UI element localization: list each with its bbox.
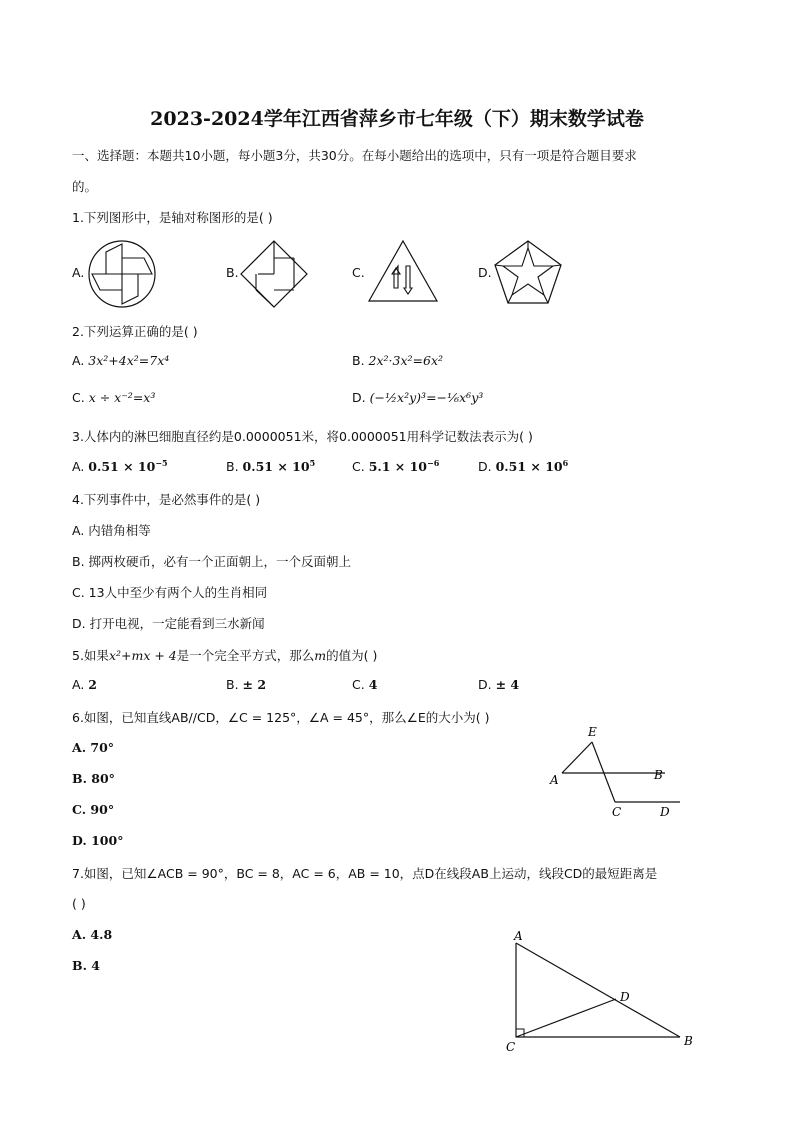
q1-figure-c-triangle xyxy=(366,238,440,306)
section-heading-line1: 一、选择题：本题共10小题，每小题3分，共30分。在每小题给出的选项中，只有一项是符合题目要求 xyxy=(72,148,637,163)
q6-label-e: E xyxy=(588,725,597,739)
q6-label-d: D xyxy=(660,805,670,819)
q6-label-a: A xyxy=(550,773,559,787)
q7-label-c: C xyxy=(506,1040,516,1054)
q5-option-a: A. 2 xyxy=(72,677,97,692)
q2-option-a-expr: 3x²+4x²=7x⁴ xyxy=(88,353,170,368)
q3-option-a: A. $0.51 \times 10^{-5}$ xyxy=(72,458,168,475)
q6-option-b: B. 80° xyxy=(72,771,115,786)
q2-option-d-expr: (−½x²y)³=−⅙x⁶y³ xyxy=(369,390,484,405)
q1-option-a-label: A. xyxy=(72,265,85,280)
q7-label-b: B xyxy=(684,1034,693,1048)
q2-option-b-expr: 2x²·3x²=6x² xyxy=(368,353,444,368)
q7-figure-right-triangle xyxy=(500,925,700,1057)
q2-option-c-expr: x ÷ x⁻²=x³ xyxy=(88,390,156,405)
q1-stem: 1.下列图形中，是轴对称图形的是( ) xyxy=(72,210,273,225)
q6-option-d: D. 100° xyxy=(72,833,124,848)
q7-option-a: A. 4.8 xyxy=(72,927,113,942)
q4-stem: 4.下列事件中，是必然事件的是( ) xyxy=(72,492,261,507)
q6-label-c: C xyxy=(612,805,622,819)
q2-stem: 2.下列运算正确的是( ) xyxy=(72,324,198,339)
q1-figure-a-pinwheel xyxy=(86,238,158,310)
q1-option-c-label: C. xyxy=(352,265,365,280)
q3-option-d: D. $0.51 \times 10^6$ xyxy=(478,458,569,475)
page-title: 2023-2024学年江西省萍乡市七年级（下）期末数学试卷 xyxy=(150,108,644,130)
q6-option-a: A. 70° xyxy=(72,740,115,755)
q4-option-d: D. 打开电视，一定能看到三水新闻 xyxy=(72,616,265,631)
q6-label-b: B xyxy=(654,768,663,782)
q4-option-b: B. 掷两枚硬币，必有一个正面朝上，一个反面朝上 xyxy=(72,554,352,569)
section-heading-line2: 的。 xyxy=(72,179,98,194)
q5-option-c: C. 4 xyxy=(352,677,378,692)
q2-option-d: D. (−½x²y)³=−⅙x⁶y³ xyxy=(352,390,484,405)
q7-label-a: A xyxy=(514,929,523,943)
q7-label-d: D xyxy=(620,990,630,1004)
q1-figure-b-square xyxy=(238,238,310,310)
q5-option-d: D. ± 4 xyxy=(478,677,520,692)
q7-stem: 7.如图，已知∠ACB = 90°，BC = 8，AC = 6，AB = 10，点D在线段AB上运动，线段CD的最短距离是 xyxy=(72,866,658,881)
q5-stem: 5.如果x²+mx + 4是一个完全平方式，那么m的值为( ) xyxy=(72,648,378,663)
q4-option-a: A. 内错角相等 xyxy=(72,523,151,538)
q1-option-d-label: D. xyxy=(478,265,492,280)
q6-stem: 6.如图，已知直线AB//CD，∠C = 125°，∠A = 45°，那么∠E的大小为( ) xyxy=(72,710,490,725)
q1-figure-d-pentagon-star xyxy=(492,238,564,306)
q3-option-c: C. $5.1 \times 10^{-6}$ xyxy=(352,458,440,475)
q7-option-b: B. 4 xyxy=(72,958,100,973)
q2-option-b: B. 2x²·3x²=6x² xyxy=(352,353,444,368)
q6-option-c: C. 90° xyxy=(72,802,115,817)
q1-option-b-label: B. xyxy=(226,265,239,280)
q2-option-c: C. x ÷ x⁻²=x³ xyxy=(72,390,156,405)
q3-stem: 3.人体内的淋巴细胞直径约是0.0000051米，将0.0000051用科学记数法表示为( ) xyxy=(72,429,533,444)
q7-stem-bracket: ( ) xyxy=(72,896,86,911)
q3-option-b: B. $0.51 \times 10^5$ xyxy=(226,458,316,475)
q4-option-c: C. 13人中至少有两个人的生肖相同 xyxy=(72,585,268,600)
q5-option-b: B. ± 2 xyxy=(226,677,267,692)
q6-figure-parallel-lines xyxy=(540,720,690,825)
q2-option-a: A. 3x²+4x²=7x⁴ xyxy=(72,353,170,368)
